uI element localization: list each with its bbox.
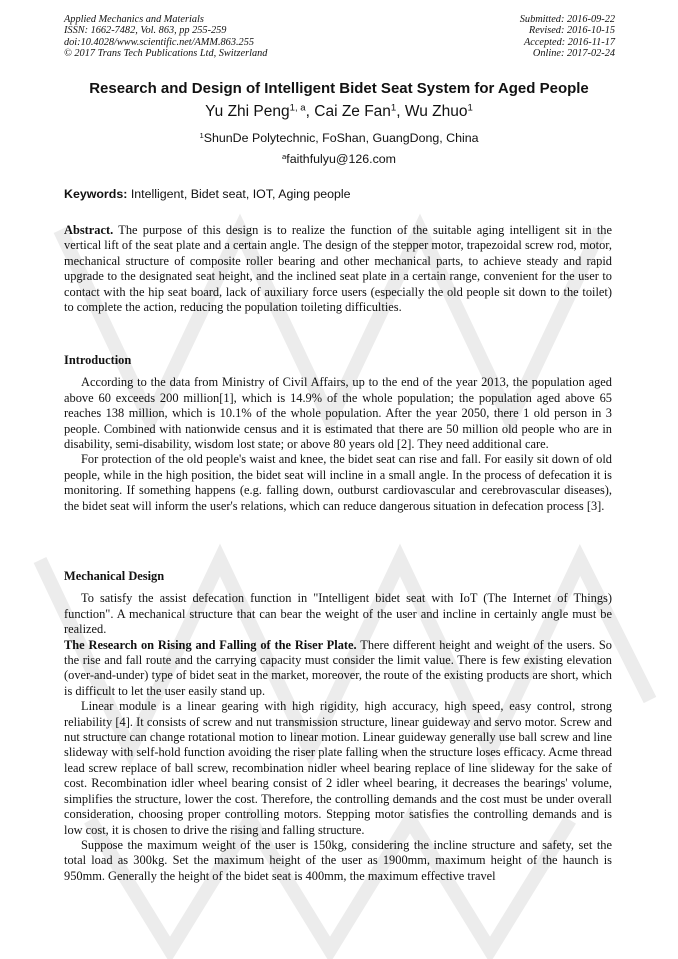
email-sup: a <box>282 151 287 161</box>
submitted-date: Submitted: 2016-09-22 <box>519 14 615 25</box>
linear-module-paragraph: Linear module is a linear gearing with high rigidity, high accuracy, high speed, easy control, strong reliability [4]. It consists of screw and nut transmission structure, linear guideway and servo motor. Screw and nut structure can change rotational motion to linear motion. Linear guideway generally use ball screw and line slideway with self-hold function avoiding the riser plate falling when the structure loses efficacy. Acme thread lead screw replace of ball screw, recombination nidler wheel bearing replace of line slideway for the sake of cost. Recombination idler wheel bearing consist of 2 idler wheel bearing, it decreases the bearings' volume, simplifies the structure, lower the cost. Therefore, the controlling demands and the cost must be under overall consideration, choosing proper controlling motors. Stepping motor satisfies the controlling demands and is low cost, it is chosen to drive the rising and falling structure. <box>64 699 612 837</box>
author-name: Cai Ze Fan <box>314 103 391 120</box>
journal-name: Applied Mechanics and Materials <box>64 14 204 25</box>
riser-plate-subheading: The Research on Rising and Falling of the Riser Plate. <box>64 637 357 652</box>
author-list: Yu Zhi Peng$^{1, a}$, Cai Ze Fan$^1$, Wu Zhuo$^1$ <box>205 102 473 120</box>
author-sup: 1 <box>390 102 397 114</box>
affiliation-sup: 1 <box>199 130 204 140</box>
load-calculation-paragraph: Suppose the maximum weight of the user is 150kg, considering the incline structure and safety, set the total load as 300kg. Set the maximum height of the user as 1900mm, maximum height of the haunch is 950mm. Generally the height of the bidet seat is 400mm, the maximum effective travel <box>64 837 612 883</box>
issn-line: ISSN: 1662-7482, Vol. 863, pp 255-259 <box>64 25 227 37</box>
abstract-label: Abstract. <box>64 223 114 237</box>
abstract-text: The purpose of this design is to realize the function of the suitable aging intelligent sit in the vertical lift of the seat plate and a certain angle. The design of the stepper motor, trapezoidal screw rod, motor, mechanical structure of composite roller bearing and other mechanical parts, to achieve steady and rapid upgrade to the designated seat height, and the inclined seat plate in a certain range, convenient for the user to contact with the hip seat board, lack of auxiliary force users (especially the old people sit down to the toilet) to complete the action, reducing the population toileting difficulties. <box>64 223 613 315</box>
affiliation-text: ShunDe Polytechnic, FoShan, GuangDong, China <box>203 131 479 145</box>
author-name: Yu Zhi Peng <box>205 103 290 120</box>
keywords-text: Intelligent, Bidet seat, IOT, Aging people <box>130 187 351 201</box>
introduction-heading: Introduction <box>64 353 132 367</box>
doi-line: doi:10.4028/www.scientific.net/AMM.863.255 <box>64 36 254 48</box>
keywords-label: Keywords: <box>64 187 128 201</box>
mechanical-design-section <box>64 569 612 884</box>
online-date: Online: 2017-02-24 <box>532 47 615 59</box>
email-text: faithfulyu@126.com <box>286 152 396 166</box>
abstract-paragraph <box>64 223 612 315</box>
introduction-section <box>64 353 612 514</box>
author-sup: 1 <box>467 102 473 114</box>
author-sup: 1, a <box>289 102 306 114</box>
author-email <box>0 152 678 166</box>
paper-title: Research and Design of Intelligent Bidet Seat System for Aged People <box>89 80 589 97</box>
accepted-date: Accepted: 2016-11-17 <box>523 36 615 48</box>
mechanical-intro-paragraph: To satisfy the assist defecation function in "Intelligent bidet seat with IoT (The Internet of Things) function". A mechanical structure that can bear the weight of the user and incline in certainly angle must be realized. <box>64 591 612 637</box>
affiliation <box>0 131 678 145</box>
riser-plate-paragraph <box>64 638 612 700</box>
copyright-line: © 2017 Trans Tech Publications Ltd, Switzerland <box>64 47 268 59</box>
riser-plate-text: There different height and weight of the users. So the rise and fall route and the carrying capacity must consider the limit value. There is few existing elevation (over-and-under) type of bidet seat in the market, moreover, the route of the existing products are short, which is difficult to let the user easily stand up. <box>64 637 613 698</box>
author-name: Wu Zhuo <box>404 103 468 120</box>
publication-dates <box>520 14 615 59</box>
revised-date: Revised: 2016-10-15 <box>528 25 615 37</box>
keywords <box>64 187 351 201</box>
introduction-paragraph: For protection of the old people's waist and knee, the bidet seat can rise and fall. For easily sit down of old people, while in the high position, the bidet seat will incline in a small angle. In the process of defecation it is monitoring. If something happens (e.g. falling down, outburst cardiovascular and cerebrovascular diseases), the bidet seat will inform the user's relations, which can reduce dangerous situation in defecation process [3]. <box>64 452 612 513</box>
mechanical-design-heading: Mechanical Design <box>64 569 165 583</box>
introduction-paragraph: According to the data from Ministry of Civil Affairs, up to the end of the year 2013, the population aged above 60 exceeds 200 million[1], which is 14.9% of the whole population; the population aged above 65 reaches 138 million, which is 10.1% of the whole population. After the year 2050, there 1 old person in 3 people. Combined with nationwide census and it is estimated that there are 50 million old people who are in disability, semi-disability, wisdom lost state; or above 80 years old [2]. They need additional care. <box>64 375 612 452</box>
journal-info <box>64 14 267 59</box>
abstract-section <box>64 223 612 315</box>
